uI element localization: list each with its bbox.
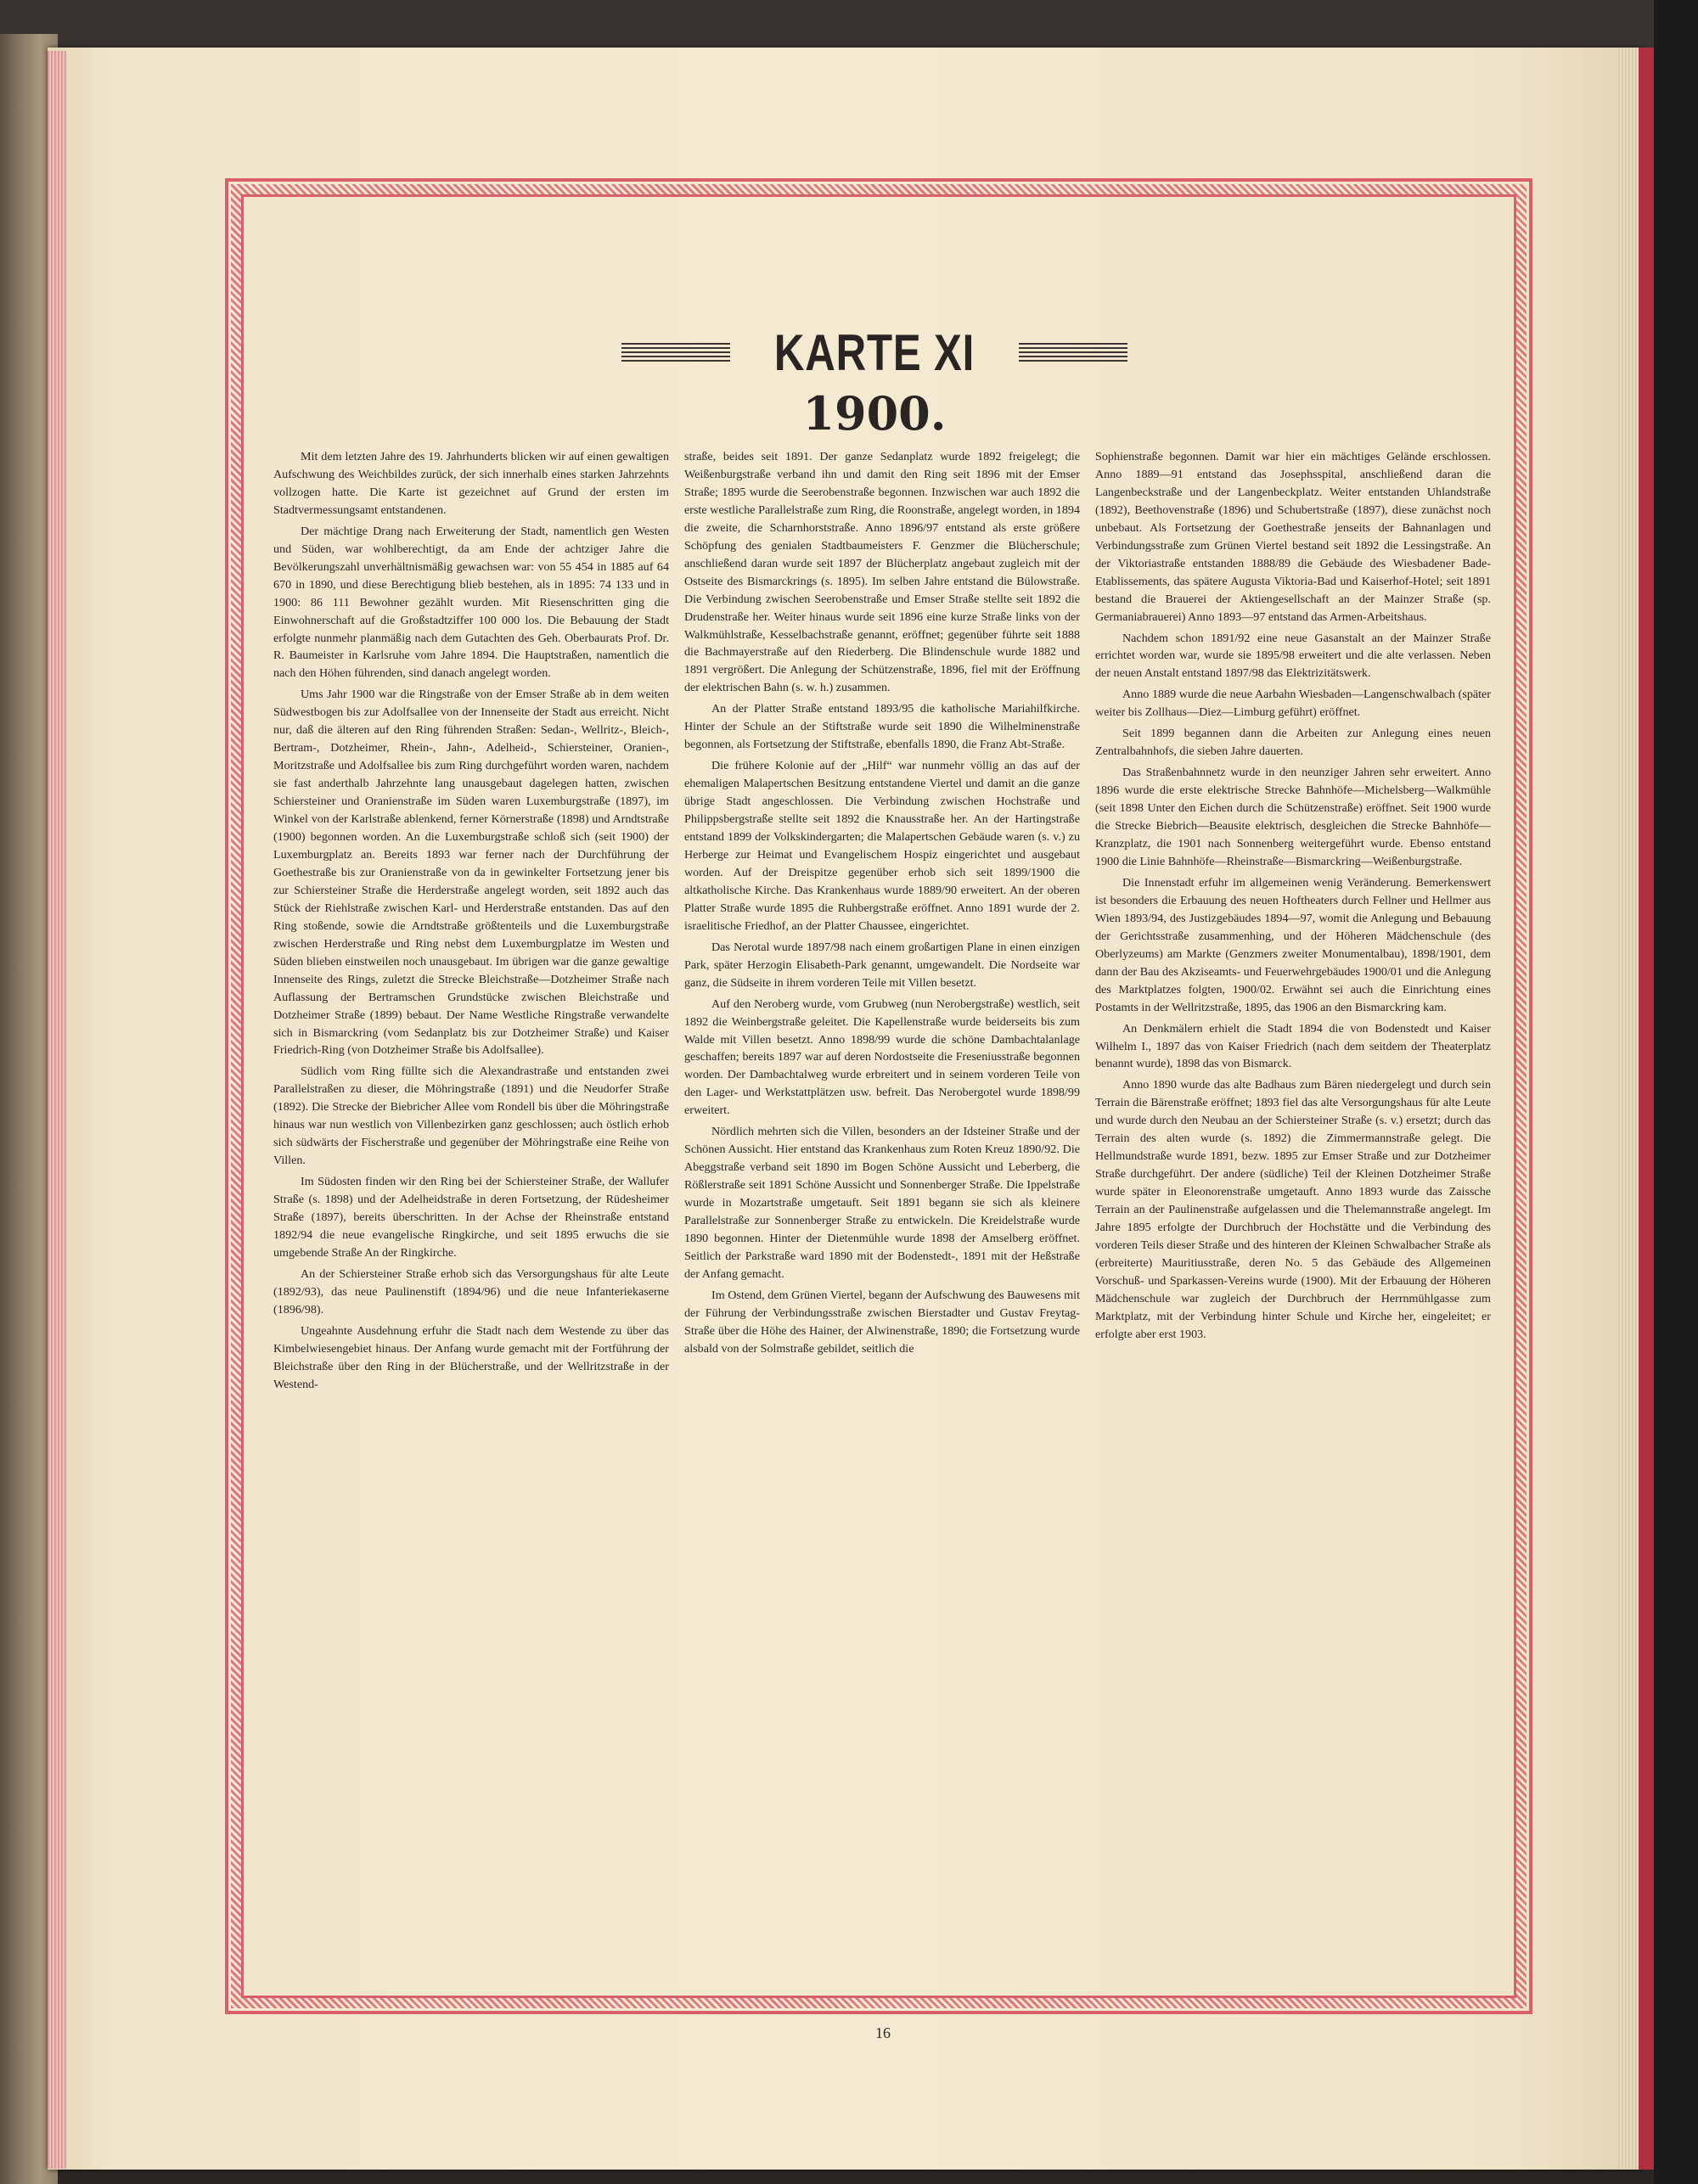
paragraph: Auf den Neroberg wurde, vom Grubweg (nun Nerobergstraße) westlich, seit 1892 die Weinbergstraße geleitet. Die Kapellenstraße wurde beiderseits bis zum Walde mit Villen besetzt. Anno 1898/99 wurde die schöne Dambachtalanlage geschaffen; bereits 1897 war auf deren Nordostseite die Freseniusstraße begonnen worden. Der Dambachtalweg wurde erbreitert und in seinem vorderen Teile von den Lager- und Werkstattplätzen usw. befreit. Das Nerobergotel wurde 1898/99 erweitert. (684, 997, 1080, 1118)
paragraph: Der mächtige Drang nach Erweiterung der Stadt, namentlich gen Westen und Süden, war wohlberechtigt, da am Ende der achtziger Jahre die Bevölkerungszahl unverhältnismäßig gewachsen war: von 55 454 in 1885 auf 64 670 in 1890, und diese Berechtigung blieb bestehen, als in 1895: 74 133 und in 1900: 86 111 Bewohner gezählt wurden. Mit Riesenschritten ging die Einwohnerschaft auf die Großstadtziffer 100 000 los. Die Bebauung der Stadt erfolgte nunmehr planmäßig nach dem Gutachten des Geh. Oberbaurats Prof. Dr. R. Baumeister in Karlsruhe vom Jahre 1894. Die Hauptstraßen, namentlich die nach den Höhen führenden, sind danach angelegt worden. (273, 524, 669, 681)
paragraph: Nachdem schon 1891/92 eine neue Gasanstalt an der Mainzer Straße errichtet worden war, wurde sie 1895/98 erweitert und die alte verlassen. Neben der neuen Anstalt entstand 1897/98 das Elektrizitätswerk. (1095, 631, 1491, 681)
paragraph: Die frühere Kolonie auf der „Hilf“ war nunmehr völlig an das auf der ehemaligen Malapertschen Besitzung entstandene Viertel und damit an die ganze übrige Stadt angeschlossen. Die Verbindung zwischen Hochstraße und Philippsbergstraße stellte seit 1892 die Knausstraße her. An der Hartingstraße entstand 1899 der Volkskindergarten; die Malapertschen Gebäude waren (s. v.) zu Herberge zur Heimat und Evangelischem Hospiz eingerichtet und ausgebaut worden. Auf der Dreispitze gegenüber erhob sich seit 1899/1900 die altkatholische Kirche. Das Krankenhaus wurde 1889/90 erweitert. An der oberen Platter Straße wurde 1895 die Ruhbergstraße eröffnet. Anno 1891 wurde der 2. israelitische Friedhof, an der Platter Chaussee, eingerichtet. (684, 759, 1080, 933)
text-column-3 (1095, 448, 1491, 1687)
text-column-1 (273, 448, 669, 1687)
text-columns (273, 448, 1491, 1687)
year-heading: 1900. (802, 386, 947, 441)
paragraph: Ums Jahr 1900 war die Ringstraße von der Emser Straße ab in dem weiten Südwestbogen bis zur Adolfsallee von der Innenseite der Stadt aus erreicht. Nicht nur, daß die älteren auf den Ring führenden Straßen: Sedan-, Wellritz-, Bleich-, Bertram-, Dotzheimer, Rhein-, Jahn-, Adelheid-, Schiersteiner, Oranien-, Moritzstraße und Adolfsallee bis zum Ring durchgeführt worden waren, nachdem sie fast anderthalb Jahrzehnte lang unausgebaut dagelegen hatten, zwischen Schiersteiner und Oranienstraße im Süden waren Luxemburgstraße (1897), im Winkel von der Karlstraße ablenkend, ferner Körnerstraße (1898) und Arndtstraße (1900) begonnen worden. An die Luxemburgstraße schloß sich (seit 1900) der Luxemburgplatz an. Bereits 1893 war ferner nach der Durchführung der Goethestraße bis zur Oranienstraße von da in gewinkelter Fortsetzung jener bis zur Schiersteiner Straße die Herderstraße angelegt worden, seit 1892 auch das Stück der Riehlstraße zwischen Karl- und Herderstraße entstanden. Das auf den Ring stoßende, sowie die Arndtstraße größtenteils und die Luxemburgstraße zwischen Herderstraße und Ring nebst dem Luxemburgplatze im Westen und Süden blieben einstweilen noch unausgebaut. Im übrigen war die ganze gewaltige Innenseite des Rings, zuletzt die Strecke Bleichstraße—Dotzheimer Straße nach Auflassung der Bertramschen Grundstücke zwischen Bleichstraße und Dotzheimer Straße (1899) bebaut. Der Name Westliche Ringstraße verwandelte sich in Bismarckring (vom Sedanplatz bis zur Dotzheimer Straße) und Kaiser Friedrich-Ring (von Dotzheimer Straße bis Adolfsallee). (273, 688, 669, 1058)
text-column-2 (684, 448, 1080, 1687)
paragraph: An Denkmälern erhielt die Stadt 1894 die von Bodenstedt und Kaiser Wilhelm I., 1897 das von Kaiser Friedrich (nach dem seitdem der Theaterplatz benannt wurde), 1898 das von Bismarck. (1095, 1021, 1491, 1071)
paragraph: An der Platter Straße entstand 1893/95 die katholische Mariahilfkirche. Hinter der Schule an der Stiftstraße wurde seit 1890 die Wilhelminenstraße begonnen, als Fortsetzung der Stiftstraße, ebenfalls 1890, die Franz Abt-Straße. (684, 702, 1080, 752)
paragraph: Sophienstraße begonnen. Damit war hier ein mächtiges Gelände erschlossen. Anno 1889—91 entstand das Josephsspital, anschließend daran die Langenbeckstraße und der Langenbeckplatz. Weiter entstanden Uhlandstraße (1892), Beethovenstraße (1896) und Schubertstraße (1897), diese zunächst noch unbebaut. Als Fortsetzung der Goethestraße jenseits der Bahnanlagen und Verbindungsstraße zum Grünen Viertel bestand seit 1892 die Lessingstraße. An der Viktoriastraße entstanden 1888/89 die Gebäude des Wiesbadener Bade-Etablissements, das spätere Augusta Viktoria-Bad und Kaiserhof-Hotel; seit 1891 bestand die Brauerei der Aktiengesellschaft an der Mainzer Straße (sp. Germaniabrauerei) Anno 1893—97 entstand das Armen-Arbeitshaus. (1095, 450, 1491, 624)
paragraph: Ungeahnte Ausdehnung erfuhr die Stadt nach dem Westende zu über das Kimbelwiesengebiet hinaus. Der Anfang wurde gemacht mit der Fortführung der Bleichstraße über den Ring in der Blücherstraße, und der Wellritzstraße in der Westend- (273, 1323, 669, 1391)
paragraph: Im Ostend, dem Grünen Viertel, begann der Aufschwung des Bauwesens mit der Führung der Verbindungsstraße zwischen Bierstadter und Gustav Freytag-Straße über die Höhe des Hainer, der Alwinenstraße, 1890; die Fortsetzung wurde alsbald von der Solmstraße gebildet, seitlich die (684, 1288, 1080, 1356)
paragraph: An der Schiersteiner Straße erhob sich das Versorgungshaus für alte Leute (1892/93), das neue Paulinenstift (1894/96) und die neue Infanteriekaserne (1896/98). (273, 1266, 669, 1317)
paragraph: Das Straßenbahnnetz wurde in den neunziger Jahren sehr erweitert. Anno 1896 wurde die erste elektrische Strecke Bahnhöfe—Michelsberg—Walkmühle (seit 1898 Unter den Eichen durch die Schützenstraße) eröffnet. Seit 1900 wurde die Strecke Biebrich—Beausite elektrisch, desgleichen die Strecke Bahnhöfe—Kranzplatz, die 1901 nach Sonnenberg weitergeführt wurde. Ebenso entstand 1900 die Linie Bahnhöfe—Rheinstraße—Bismarckring—Weißenburgstraße. (1095, 766, 1491, 868)
paragraph: Nördlich mehrten sich die Villen, besonders an der Idsteiner Straße und der Schönen Aussicht. Hier entstand das Krankenhaus zum Roten Kreuz 1890/92. Die Abeggstraße verband seit 1890 im Bogen Schöne Aussicht und Leberberg, die Rößlerstraße seit 1891 Schöne Aussicht und Sonnenberger Straße. Die Ippelstraße wurde in Mozartstraße umgetauft. Seit 1891 begann sie sich als kleinere Parallelstraße zur Sonnenberger Straße zu entwickeln. Die Kreidelstraße wurde 1890 begonnen. Hinter der Dietenmühle wurde 1898 der Amselberg eröffnet. Seitlich der Parkstraße ward 1890 mit der Bodenstedt-, 1891 mit der Heßstraße der Anfang gemacht. (684, 1125, 1080, 1281)
paragraph: Südlich vom Ring füllte sich die Alexandrastraße und entstanden zwei Parallelstraßen zu dieser, die Möhringstraße (1891) und die Neudorfer Straße (1892). Die Strecke der Biebricher Allee vom Rondell bis über die Möhringstraße hinaus war nun westlich von Villenbezirken ganz geschlossen; auch östlich erhob sich südwärts der Fischerstraße und gegenüber der Möhringstraße eine Reihe von Villen. (273, 1064, 669, 1168)
page-edge-left (48, 51, 66, 2169)
paragraph: Seit 1899 begannen dann die Arbeiten zur Anlegung eines neuen Zentralbahnhofs, die sieben Jahre dauerten. (1095, 727, 1491, 759)
paragraph: Das Nerotal wurde 1897/98 nach einem großartigen Plane in einen einzigen Park, später Herzogin Elisabeth-Park genannt, umgewandelt. Die Nordseite war ganz, die Südseite in ihrem vorderen Teile mit Villen besetzt. (684, 940, 1080, 990)
title-rule-left (621, 343, 730, 362)
title-rule-right (1019, 343, 1127, 362)
page-number: 16 (875, 2024, 891, 2041)
page-title: KARTE XI (773, 323, 976, 381)
paragraph: straße, beides seit 1891. Der ganze Sedanplatz wurde 1892 freigelegt; die Weißenburgstraße verband ihn und damit den Ring seit 1896 mit der Emser Straße; 1895 wurde die Seerobenstraße begonnen. Inzwischen war auch 1892 die erste westliche Parallelstraße zum Ring, die Roonstraße, angelegt worden, in 1894 die zweite, die Scharnhorststraße. Anno 1896/97 entstand als erste größere Schöpfung des genialen Stadtbaumeisters F. Genzmer die Blücherschule; anschließend daran wurde seit 1897 der Blücherplatz angebaut zugleich mit der Ostseite des Bismarckrings (s. 1895). Im selben Jahre entstand die Bülowstraße. Die Verbindung zwischen Seerobenstraße und Emser Straße stellte seit 1892 die Drudenstraße her. Weiter hinaus wurde seit 1896 eine kurze Straße links von der Walkmühlstraße, Kesselbachstraße genannt, eröffnet; gegenüber führte seit 1888 die Bachmayerstraße auf den Riederberg. Die Blindenschule wurde 1882 und 1891 vergrößert. Die Anlegung der Schützenstraße, 1896, fiel mit der Eröffnung der elektrischen Bahn (s. w. h.) zusammen. (684, 450, 1080, 695)
paragraph: Anno 1889 wurde die neue Aarbahn Wiesbaden—Langenschwalbach (später weiter bis Zollhaus—Diez—Limburg geführt) eröffnet. (1095, 688, 1491, 720)
background-right (1654, 0, 1698, 2184)
paragraph: Mit dem letzten Jahre des 19. Jahrhunderts blicken wir auf einen gewaltigen Aufschwung des Weichbildes zurück, der sich innerhalb eines starken Jahrzehnts vollzogen hatte. Die Karte ist gezeichnet auf Grund der ersten im Stadtvermessungsamt entstandenen. (273, 450, 669, 517)
paragraph: Anno 1890 wurde das alte Badhaus zum Bären niedergelegt und durch sein Terrain die Bärenstraße eröffnet; 1893 fiel das alte Versorgungshaus für alte Leute und wurde durch den Neubau an der Schiersteiner Straße (s. v.) ersetzt; durch das Terrain des alten wurde (s. 1892) die Zimmermannstraße gelegt. Die Hellmundstraße wurde 1891, bezw. 1895 zur Emser Straße und zur Dotzheimer Straße durchgeführt. Der andere (südliche) Teil der Kleinen Dotzheimer Straße wurde später in Eleonorenstraße umgetauft. Anno 1893 wurde das Zaissche Terrain an der Paulinenstraße aufgelassen und die Thelemannstraße angelegt. Im Jahre 1895 erfolgte der Durchbruch der Hochstätte und die Verbindung des vorderen Teils dieser Straße und des hinteren der Kleinen Schwalbacher Straße als (erbreiterte) Mauritiusstraße, deren No. 5 das Gebäude des Allgemeinen Vorschuß- und Sparkassen-Vereins wurde (1900). Mit der Erbauung der Höheren Mädchenschule war zugleich der Durchbruch der Herrnmühlgasse zum Marktplatz, mit der Verbindung hinter Schule und Kirche her, eingeleitet; er erfolgte aber erst 1903. (1095, 1078, 1491, 1341)
red-spine (1639, 48, 1654, 2170)
binding-cloth-top (0, 0, 1698, 53)
title-row (611, 323, 1138, 382)
paragraph: Im Südosten finden wir den Ring bei der Schiersteiner Straße, der Wallufer Straße (s. 1898) und der Adelheidstraße in deren Fortsetzung, der Rüdesheimer Straße (1897), bereits überschritten. In der Achse der Rheinstraße entstand 1892/94 die neue evangelische Ringkirche, und seit 1895 erwuchs die sie umgebende Straße An der Ringkirche. (273, 1175, 669, 1260)
paragraph: Die Innenstadt erfuhr im allgemeinen wenig Veränderung. Bemerkenswert ist besonders die Erbauung des neuen Hoftheaters durch Fellner und Hellmer aus Wien 1893/94, des Justizgebäudes 1894—97, womit die Anlegung und Bebauung der Gerichtsstraße zusammenhing, und der Höheren Mädchenschule (des Oberlyzeums) am Markte (Genzmers zweiter Monumentalbau), 1898/1901, dem dann der Bau des Akziseamts- und Feuerwehrgebäudes 1900/01 und die Anlegung des Marktplatzes folgten, 1900/02. Erwähnt sei auch die Einrichtung eines Postamts in der Wellritzstraße, 1895, das 1906 an den Bismarckring kam. (1095, 875, 1491, 1014)
